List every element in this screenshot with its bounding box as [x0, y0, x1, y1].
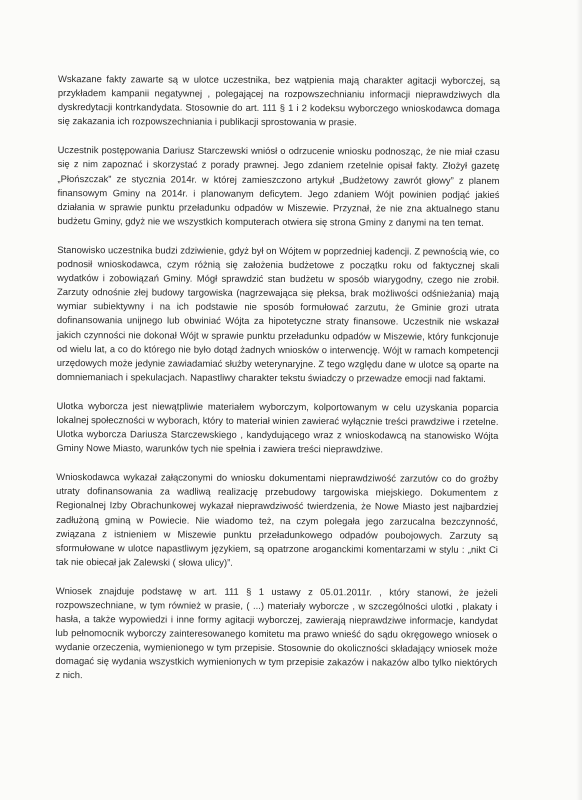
paragraph-applicant-evidence: Wnioskodawca wykazał załączonymi do wniosku dokumentami nieprawdziwość zarzutów co do groźby utraty dofinansowania za wadliwą realizację przebudowy targowiska miejskiego. Dokumentem z Regionalnej Izby Obrachunkowej wykazał nieprawdziwość twierdzenia, że Nowe Miasto jest najbardziej zadłużoną gminą w Powiecie. Nie wiadomo też, na czym polegała jego zarzucalna bezczynność, związana z istnieniem w Miszewie punktu przeładunkowego odpadów poubojowych. Zarzuty są sformułowane w ulotce napastliwym językiem, są opatrzone aroganckimi komentarzami w stylu : „nikt Ci tak nie obiecał jak Zalewski ( słowa ulicy)”.: [55, 471, 499, 568]
paragraph-participant-position: Uczestnik postępowania Dariusz Starczewski wniósł o odrzucenie wniosku podnosząc, że nie miał czasu się z nim zapoznać i skorzystać z porady prawnej. Jego zdaniem rzetelnie opisał fakty. Złożył gazetę „Płońszczak” ze stycznia 2014r. w której zamieszczono artykuł „Budżetowy zawrót głowy” z planem finansowym Gminy na 2014r. i planowanym deficytem. Jego zdaniem Wójt powinien podjąć jakieś działania w sprawie punktu przeładunku odpadów w Miszewie. Przyznał, że nie zna aktualnego stanu budżetu Gminy, gdyż nie we wszystkich komputerach otwiera się strona Gminy z danymi na ten temat.: [57, 144, 500, 228]
paragraph-leaflet-evaluation: Ulotka wyborcza jest niewątpliwie materiałem wyborczym, kolportowanym w celu uzyskania poparcia lokalnej społeczności w wyborach, który to materiał winien zawierać wyłącznie treści prawdziwe i rzetelne. Ulotka wyborcza Dariusza Starczewskiego , kandydującego wraz z wnioskodawcą na stanowisko Wójta Gminy Nowe Miasto, warunków tych nie spełnia i zawiera treści nieprawdziwe.: [56, 399, 499, 455]
page-edge-shadow: [576, 0, 582, 800]
document-body: [55, 72, 500, 684]
paragraph-campaign-facts: Wskazane fakty zawarte są w ulotce uczestnika, bez wątpienia mają charakter agitacji wyborczej, są przykładem kampanii negatywnej , polegającej na rozpowszechnianiu informacji nieprawdziwych dla dyskredytacji kontrkandydata. Stosownie do art. 111 § 1 i 2 kodeksu wyborczego wnioskodawca domaga się zakazania ich rozpowszechniania i publikacji sprostowania w prasie.: [57, 72, 500, 128]
paragraph-court-assessment: Stanowisko uczestnika budzi zdziwienie, gdyż był on Wójtem w poprzedniej kadencji. Z pewnością wie, co podnosił wnioskodawca, czym różnią się założenia budżetowe z początku roku od faktycznej skali wydatków i zobowiązań Gminy. Mógł sprawdzić stan budżetu w sposób wiarygodny, czego nie zrobił. Zarzuty odnośnie złej budowy targowiska (nagrzewająca się płeksa, brak możliwości odśnieżania) mają wymiar subiektywny i na ich podstawie nie sposób formułować zarzutu, że Gminie grozi utrata dofinansowania unijnego lub obwiniać Wójta za hipotetyczne straty finansowe. Uczestnik nie wskazał jakich czynności nie dokonał Wójt w sprawie punktu przeładunku odpadów w Miszewie, który funkcjonuje od wielu lat, a co do którego nie było dotąd żadnych wniosków o interwencję. Wójt w ramach kompetencji urzędowych może jedynie zawiadamiać służby weterynaryjne. Z tego względu dane w ulotce są oparte na domniemaniach i spekulacjach. Napastliwy charakter tekstu świadczy o przewadze emocji nad faktami.: [56, 243, 500, 384]
paragraph-legal-basis: Wniosek znajduje podstawę w art. 111 § 1 ustawy z 05.01.2011r. , który stanowi, że jeżeli rozpowszechniane, w tym również w prasie, ( ...) materiały wyborcze , w szczególności ulotki , plakaty i hasła, a także wypowiedzi i inne formy agitacji wyborczej, zawierają nieprawdziwe informacje, kandydat lub pełnomocnik wyborczy zainteresowanego komitetu ma prawo wnieść do sądu okręgowego wniosek o wydanie orzeczenia, wymienionego w tym przepisie. Stosownie do okoliczności składający wniosek może domagać się wydania wszystkich wymienionych w tym przepisie zakazów i nakazów albo tylko niektórych z nich.: [55, 584, 498, 681]
